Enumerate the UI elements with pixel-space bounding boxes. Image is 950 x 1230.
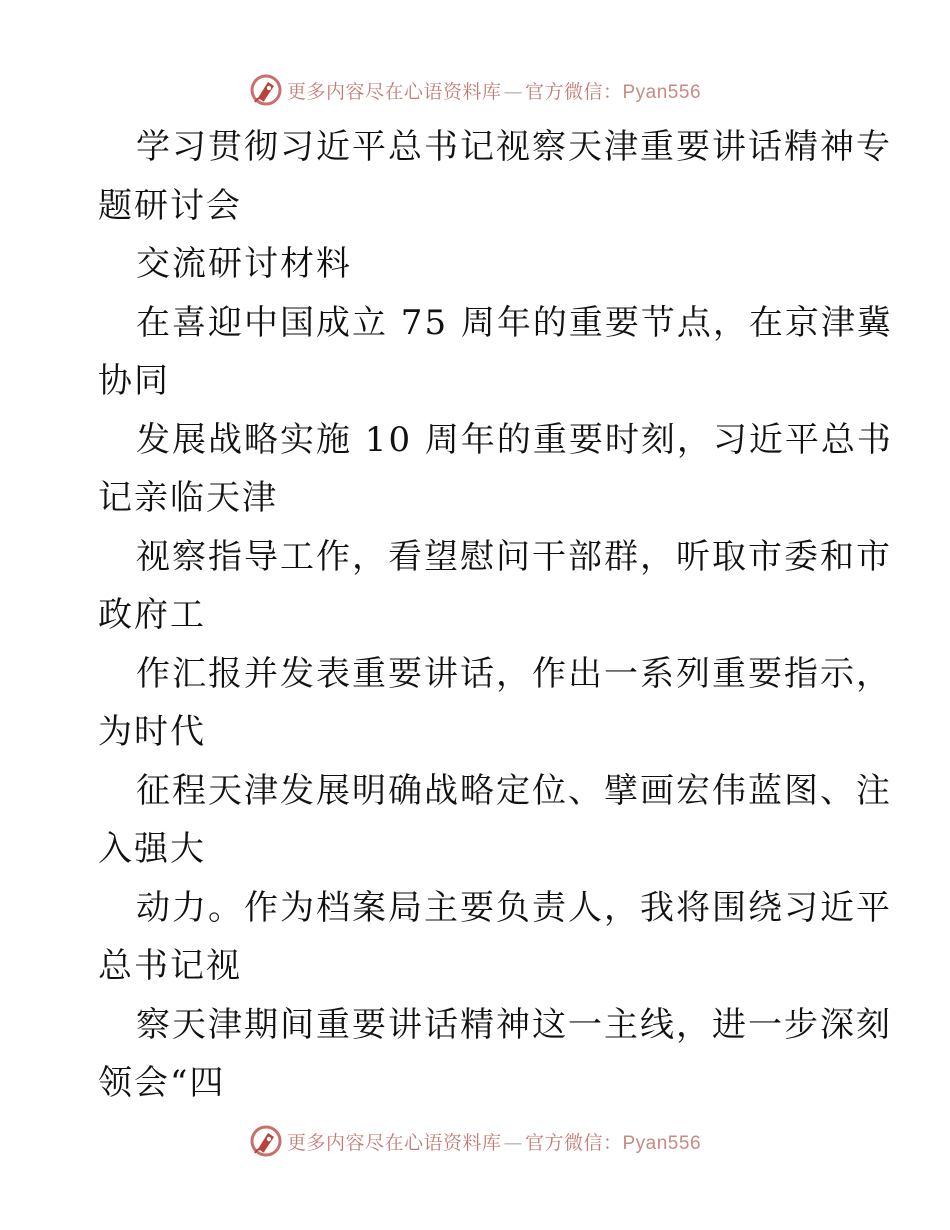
document-line: 作汇报并发表重要讲话，作出一系列重要指示， [136,653,892,694]
watermark-channel: 官方微信： [524,80,623,103]
pen-nib-circle-icon [249,1124,283,1158]
watermark-text [287,77,701,104]
document-line: 视察指导工作，看望慰问干部群，听取市委和市 [136,536,892,577]
watermark-text [287,1128,701,1155]
document-line: 察天津期间重要讲话精神这一主线，进一步深刻 [136,1004,892,1045]
document-line: 入强大 [98,829,206,869]
watermark-channel: 官方微信： [524,1131,623,1154]
watermark-id: Pyan556 [622,1132,702,1154]
header-watermark [0,70,950,110]
document-line: 征程天津发展明确战略定位、擘画宏伟蓝图、注 [136,770,892,811]
watermark-separator: — [503,80,523,103]
document-line: 协同 [98,361,170,401]
watermark-main: 更多内容尽在心语资料库 [286,80,502,103]
watermark-separator: — [503,1131,523,1154]
pen-nib-circle-icon [249,73,283,107]
document-line: 为时代 [98,712,206,752]
document-line: 动力。作为档案局主要负责人，我将围绕习近平 [136,887,892,928]
document-line: 交流研讨材料 [136,244,352,284]
document-line: 在喜迎中国成立 75 周年的重要节点，在京津冀 [136,302,893,343]
watermark-main: 更多内容尽在心语资料库 [286,1131,502,1154]
document-line: 政府工 [98,595,206,635]
watermark-id: Pyan556 [622,81,702,103]
document-line: 领会“四 [98,1063,226,1103]
footer-watermark [0,1121,950,1161]
document-line: 学习贯彻习近平总书记视察天津重要讲话精神专 [136,127,892,167]
document-line: 发展战略实施 10 周年的重要时刻，习近平总书 [136,419,893,460]
document-body [98,118,893,1113]
document-line: 总书记视 [98,946,242,986]
document-line: 题研讨会 [98,185,242,226]
document-line: 记亲临天津 [98,478,278,518]
